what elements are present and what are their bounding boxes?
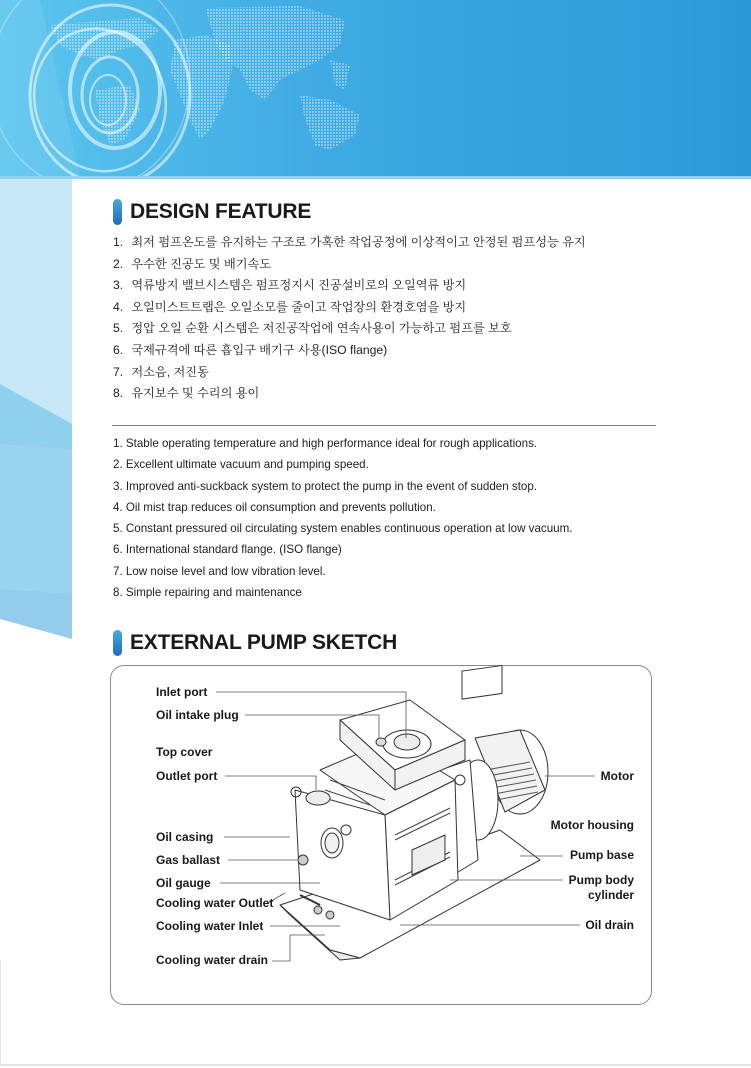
label-oil-drain: Oil drain (585, 918, 634, 932)
korean-feature-item: 1. 최저 펌프온도를 유지하는 구조로 가혹한 작업공정에 이상적이고 안정된 펌프성능 유지 (113, 235, 586, 249)
label-motor-housing: Motor housing (550, 818, 634, 832)
english-feature-item: 8. Simple repairing and maintenance (113, 586, 302, 600)
pump-drawing-icon (280, 665, 548, 960)
english-feature-item: 4. Oil mist trap reduces oil consumption and prevents pollution. (113, 500, 436, 514)
english-feature-item: 1. Stable operating temperature and high performance ideal for rough applications. (113, 437, 538, 450)
english-feature-item: 5. Constant pressured oil circulating system enables continuous operation at low vacuum. (113, 522, 573, 536)
korean-feature-item: 4. 오일미스트트랩은 오일소모를 줄이고 작업장의 환경호염을 방지 (113, 299, 467, 314)
label-gas-ballast: Gas ballast (156, 853, 221, 867)
english-feature-item: 2. Excellent ultimate vacuum and pumping speed. (113, 458, 369, 472)
label-cooling-water-drain: Cooling water drain (156, 953, 269, 967)
label-pump-body: Pump body (568, 873, 634, 887)
design-feature-title: DESIGN FEATURE (130, 200, 312, 223)
korean-feature-item: 3. 역류방지 밸브시스템은 펌프정지시 진공설비로의 오일역류 방지 (113, 278, 467, 293)
label-motor: Motor (600, 769, 634, 783)
korean-feature-item: 6. 국제규격에 따른 흡입구 배기구 사용(ISO flange) (113, 342, 388, 357)
label-outlet-port: Outlet port (156, 769, 218, 783)
pump-sketch-title: EXTERNAL PUMP SKETCH (130, 631, 398, 654)
english-feature-item: 7. Low noise level and low vibration level. (113, 564, 326, 578)
label-top-cover: Top cover (156, 745, 213, 759)
label-inlet-port: Inlet port (156, 685, 208, 699)
korean-feature-item: 5. 정압 오일 순환 시스템은 저진공작업에 연속사용이 가능하고 펌프를 보호 (113, 321, 512, 336)
label-pump-body-cylinder: cylinder (587, 888, 634, 902)
korean-feature-item: 7. 저소음, 저진동 (113, 364, 209, 379)
english-feature-item: 6. International standard flange. (ISO flange) (113, 543, 342, 557)
label-cooling-water-inlet: Cooling water Inlet (156, 919, 264, 933)
korean-feature-item: 8. 유지보수 및 수리의 용이 (113, 386, 260, 401)
korean-feature-item: 2. 우수한 진공도 및 배기속도 (113, 256, 272, 271)
label-cooling-water-outlet: Cooling water Outlet (156, 896, 274, 910)
label-oil-casing: Oil casing (156, 830, 214, 844)
label-pump-base: Pump base (569, 848, 634, 862)
label-oil-gauge: Oil gauge (156, 876, 211, 890)
english-feature-item: 3. Improved anti-suckback system to protect the pump in the event of sudden stop. (113, 479, 538, 493)
label-oil-intake-plug: Oil intake plug (156, 708, 239, 722)
